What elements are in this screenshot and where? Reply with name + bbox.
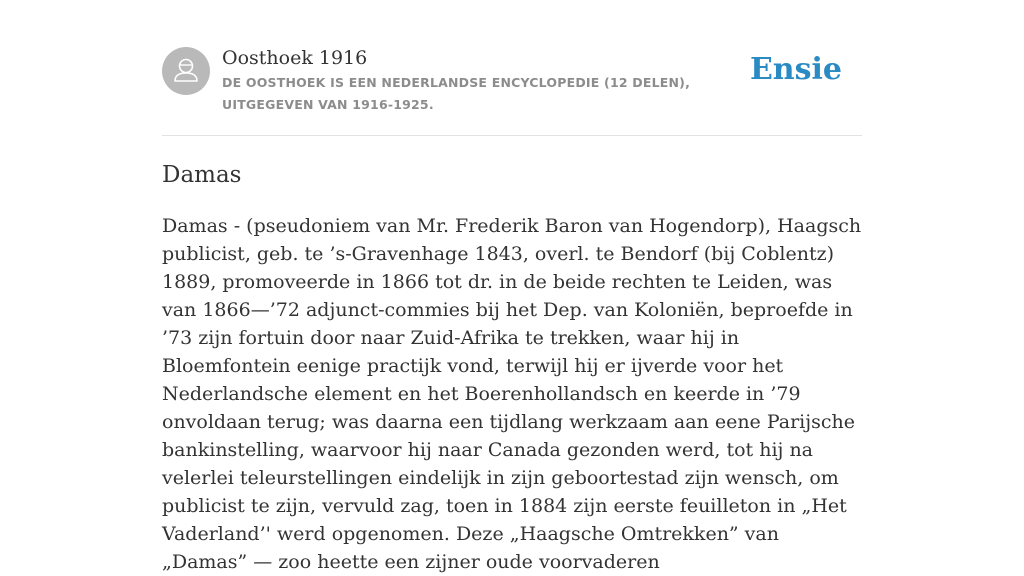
brand-logo-link[interactable]: Ensie	[749, 52, 842, 87]
article-title: Damas	[162, 162, 242, 188]
source-avatar[interactable]	[162, 47, 210, 95]
source-header	[162, 44, 862, 136]
article-body: Damas - (pseudoniem van Mr. Frederik Baron van Hogendorp), Haagsch publicist, geb. te ’s-Gravenhage 1843, overl. te Bendorf (bij Coblentz) 1889, promoveerde in 1866 tot dr. in de beide rechten te Leiden, was van 1866—’72 adjunct-commies bij het Dep. van Koloniën, beproefde in ’73 zijn fortuin door naar Zuid-Afrika te trekken, waar hij in Bloemfontein eenige practijk vond, terwijl hij er ijverde voor het Nederlandsche element en het Boerenhollandsch en keerde in ’79 onvoldaan terug; was daarna een tijdlang werkzaam aan eene Parijsche bankinstelling, waarvoor hij naar Canada gezonden werd, tot hij na velerlei teleurstellingen eindelijk in zijn geboortestad zijn wensch, om publicist te zijn, vervuld zag, toen in 1884 zijn eerste feuilleton in „Het Vaderland’' werd opgenomen. Deze „Haagsche Omtrekken” van „Damas” — zoo heette een zijner oude voorvaderen	[162, 215, 862, 573]
source-title[interactable]: Oosthoek 1916	[222, 47, 368, 69]
source-description: DE OOSTHOEK IS EEN NEDERLANDSE ENCYCLOPEDIE (12 DELEN), UITGEGEVEN VAN 1916-1925.	[222, 75, 691, 112]
header-divider	[162, 135, 862, 136]
user-icon	[162, 47, 210, 95]
